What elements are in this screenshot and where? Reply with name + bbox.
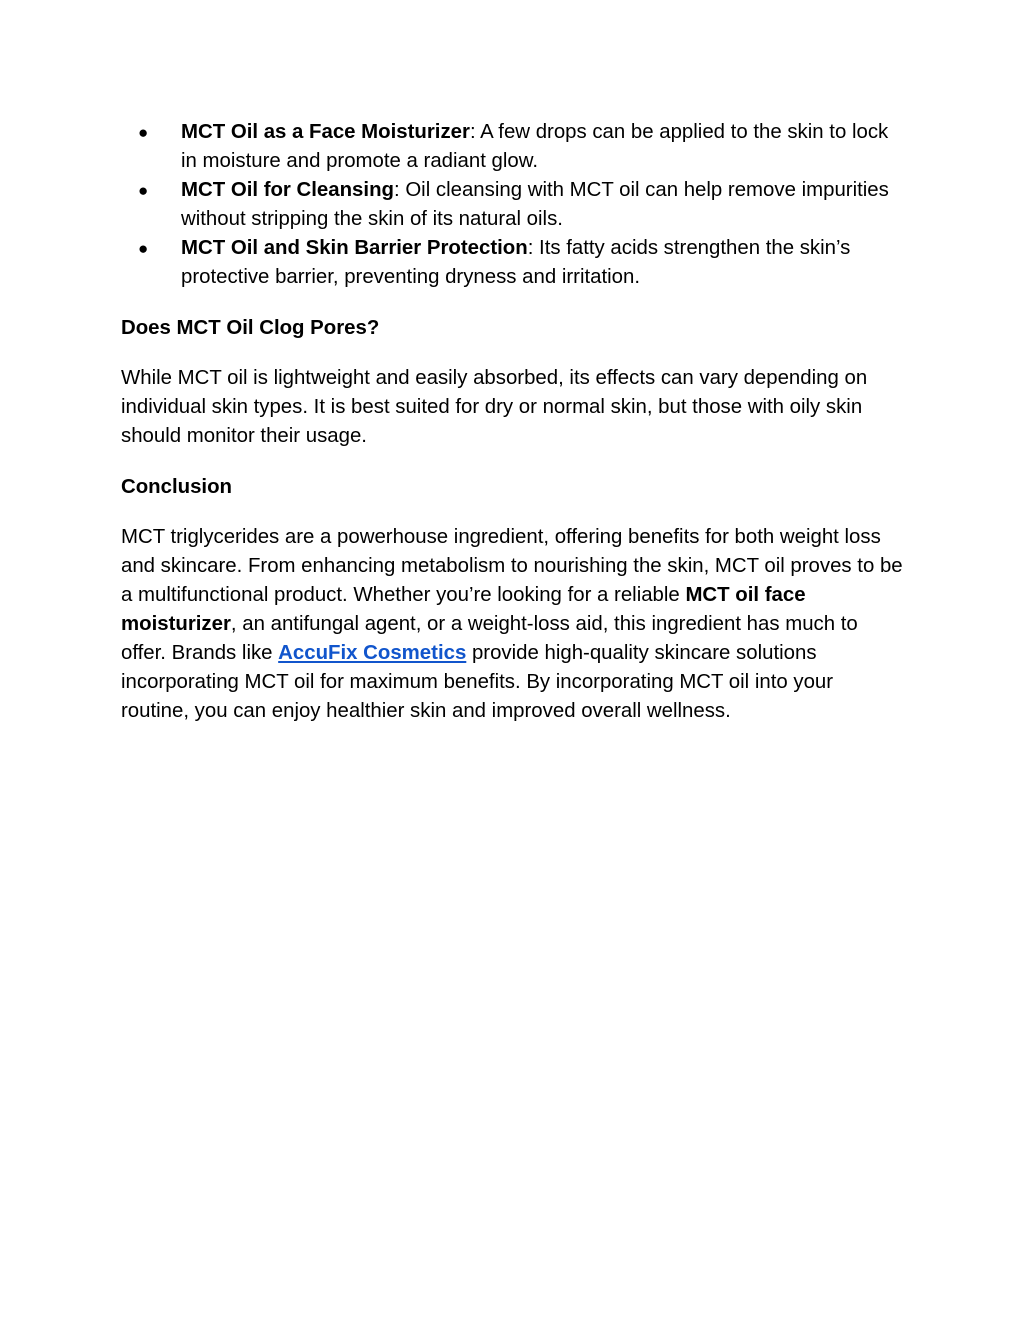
list-item-title: MCT Oil and Skin Barrier Protection xyxy=(181,237,528,259)
section-heading-conclusion: Conclusion xyxy=(121,476,233,498)
conclusion-text-part2: , an antifungal agent, or a weight-loss aid, this ingredient has much to offer. Brands like xyxy=(121,613,858,664)
bullet-icon: ● xyxy=(138,181,149,200)
section-heading-pores: Does MCT Oil Clog Pores? xyxy=(121,317,380,339)
accufix-cosmetics-link[interactable]: AccuFix Cosmetics xyxy=(278,642,467,664)
list-item-text: : Oil cleansing with MCT oil can help remove impurities without stripping the skin of its natural oils. xyxy=(181,179,889,230)
conclusion-text-part1: MCT triglycerides are a powerhouse ingredient, offering benefits for both weight loss and skincare. From enhancing metabolism to nourishing the skin, MCT oil proves to be a multifunctional product. Whether you’re looking for a reliable xyxy=(121,526,903,606)
list-item xyxy=(121,176,906,234)
list-item xyxy=(121,118,906,176)
conclusion-text-part3: provide high-quality skincare solutions incorporating MCT oil for maximum benefits. By incorporating MCT oil into your routine, you can enjoy healthier skin and improved overall wellness. xyxy=(121,642,834,722)
conclusion-bold-phrase: MCT oil face moisturizer xyxy=(121,584,806,635)
section-body-conclusion xyxy=(121,523,906,726)
list-item-text: : A few drops can be applied to the skin to lock in moisture and promote a radiant glow. xyxy=(181,121,889,172)
list-item-title: MCT Oil for Cleansing xyxy=(181,179,394,201)
document-page xyxy=(121,118,906,726)
bullet-icon: ● xyxy=(138,239,149,258)
section-body-pores: While MCT oil is lightweight and easily absorbed, its effects can vary depending on individual skin types. It is best suited for dry or normal skin, but those with oily skin should monitor their usage. xyxy=(121,367,868,447)
list-item xyxy=(121,234,906,292)
list-item-title: MCT Oil as a Face Moisturizer xyxy=(181,121,470,143)
list-item-text: : Its fatty acids strengthen the skin’s protective barrier, preventing dryness and irritation. xyxy=(181,237,851,288)
bullet-icon: ● xyxy=(138,123,149,142)
benefits-list xyxy=(121,118,906,292)
